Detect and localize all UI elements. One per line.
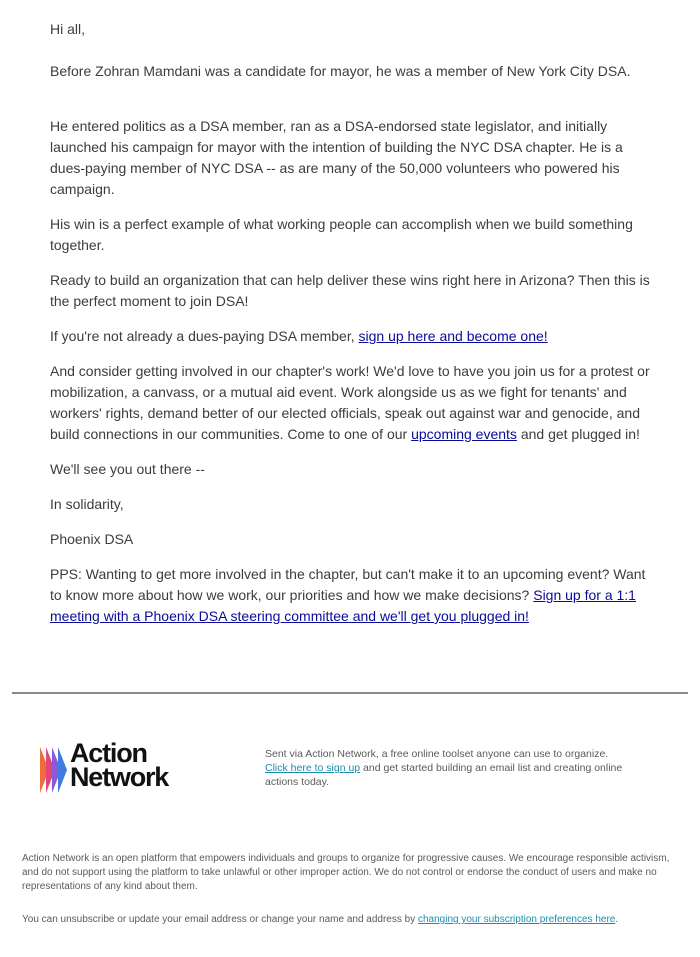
background-paragraph: He entered politics as a DSA member, ran as a DSA-endorsed state legislator, and initially launched his campaign for mayor with the intention of building the NYC DSA chapter. He is a dues-paying member of NYC DSA -- as are many of the 50,000 volunteers who powered his campaign. (50, 118, 623, 197)
sent-via-notice (265, 747, 645, 789)
action-network-logo[interactable] (40, 738, 190, 795)
disclaimer-text: Action Network is an open platform that empowers individuals and groups to organize for progressive causes. We encourage responsible activism, and do not support using the platform to take unlawful or other improper action. We do not control or endorse the conduct of users and make no representations of any kind about them. (22, 853, 670, 892)
unsubscribe-period: . (615, 914, 619, 925)
pps-paragraph (50, 564, 660, 627)
involvement-paragraph (50, 361, 660, 445)
join-paragraph (50, 326, 660, 347)
unsubscribe-line (22, 913, 692, 927)
sign-up-link[interactable]: sign up here and become one! (358, 328, 548, 344)
action-network-wordmark (70, 738, 169, 792)
pps-text: PPS: Wanting to get more involved in the chapter, but can't make it to an upcoming event? Want to know more about how we work, our priorities and how we make decisions? (50, 566, 646, 603)
platform-disclaimer (22, 852, 682, 894)
involvement-text: And consider getting involved in our chapter's work! We'd love to have you join us for a protest or mobilization, a canvass, or a mutual aid event. Work alongside us as we fight for tenants' and workers' rights, demand better of our elected officials, speak out against war and genocide, and build connections in our communities. Come to one of our (50, 363, 650, 442)
unsubscribe-notice (22, 913, 692, 927)
signup-line (265, 761, 645, 789)
greeting: Hi all, (50, 21, 86, 37)
intro-paragraph: Before Zohran Mamdani was a candidate for mayor, he was a member of New York City DSA. (50, 63, 631, 79)
sent-via-text: Sent via Action Network, a free online toolset anyone can use to organize. (265, 748, 609, 760)
see-you-paragraph: We'll see you out there -- (50, 461, 205, 477)
action-network-logo-icon (40, 747, 70, 793)
arizona-paragraph: Ready to build an organization that can help deliver these wins right here in Arizona? Then this is the perfect moment to join DSA! (50, 272, 650, 309)
footer-divider (12, 692, 688, 694)
logo-line-2: Network (70, 762, 169, 792)
join-text: If you're not already a dues-paying DSA member, (50, 328, 359, 344)
win-paragraph: His win is a perfect example of what working people can accomplish when we build something together. (50, 216, 633, 253)
signoff: In solidarity, (50, 496, 124, 512)
one-on-one-signup-link[interactable]: Sign up for a 1:1 meeting with a Phoenix DSA steering committee and we'll get you plugged in! (50, 587, 636, 624)
signature: Phoenix DSA (50, 531, 134, 547)
subscription-preferences-link[interactable]: changing your subscription preferences here (418, 914, 616, 925)
involvement-text-end: and get plugged in! (516, 426, 640, 442)
upcoming-events-link[interactable]: upcoming events (411, 426, 517, 442)
logo-line-1: Action (70, 738, 147, 768)
unsubscribe-text: You can unsubscribe or update your email address or change your name and address by (22, 914, 418, 925)
signup-line-text: and get started building an email list and creating online actions today. (265, 762, 623, 788)
email-body (50, 19, 660, 627)
action-network-signup-link[interactable]: Click here to sign up (265, 762, 361, 774)
